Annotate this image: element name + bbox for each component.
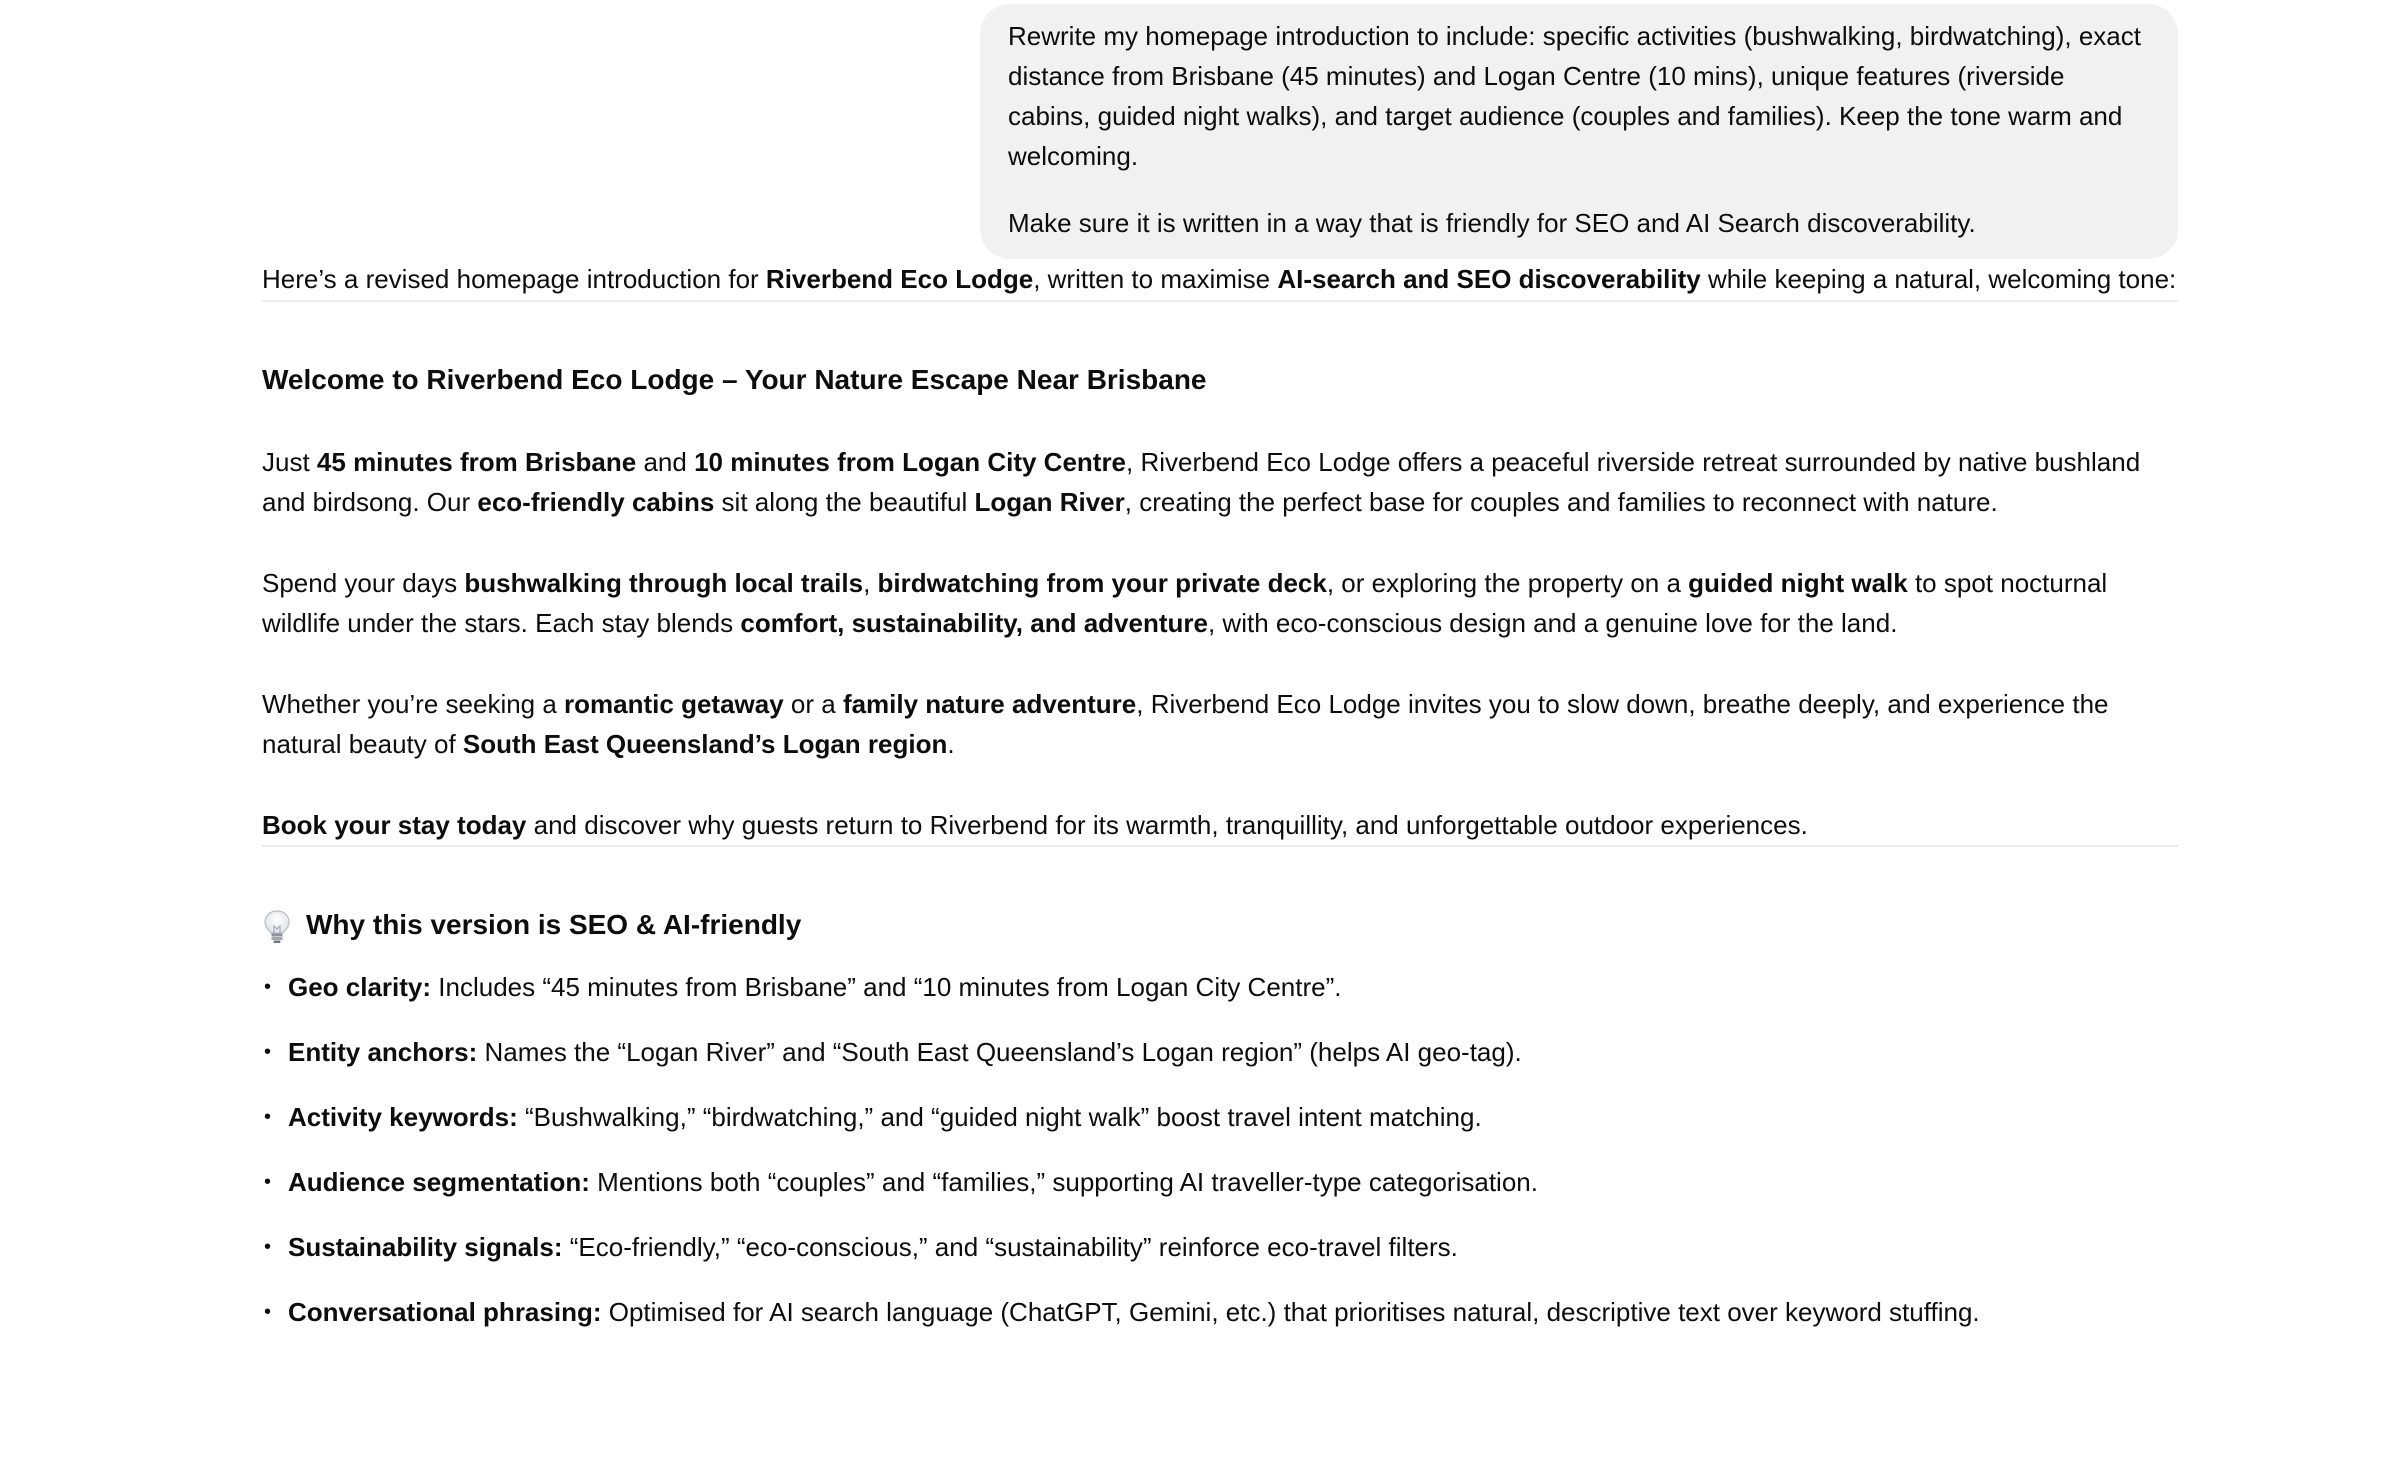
text-run: and discover why guests return to Riverbend for its warmth, tranquillity, and unforgettable outdoor experiences. [526,809,1808,840]
lightbulb-icon [262,905,306,945]
text-run: Whether you’re seeking a [262,688,565,719]
assistant-intro [262,259,2178,300]
divider [262,845,2178,847]
text-run: and [636,446,695,477]
intro-paragraph [262,684,2178,765]
bold-text-run: romantic getaway [564,688,784,719]
list-item-text: Names the “Logan River” and “South East Queensland’s Logan region” (helps AI geo-tag). [477,1037,1522,1067]
list-item [262,1227,2178,1267]
bold-text-run: comfort, sustainability, and adventure [740,608,1208,638]
bold-text-run: Riverbend Eco Lodge [765,264,1034,294]
assistant-message [262,259,2178,1332]
user-message-paragraph: Rewrite my homepage introduction to include: specific activities (bushwalking, birdwatching), exact distance from Brisbane (45 minutes) and Logan Centre (10 mins), unique features (riverside cabins, guided night walks), and target audience (couples and families). Keep the tone warm and welcoming. [1008,21,2141,171]
text-run: Just [262,446,317,477]
intro-paragraph [262,563,2178,644]
list-item [262,1292,2178,1332]
bullet-icon: • [264,1171,272,1193]
bold-text-run: eco-friendly cabins [477,487,715,517]
text-run: Here’s a revised homepage introduction for [262,264,766,294]
list-item [262,1162,2178,1202]
text-run: to spot nocturnal wildlife under the stars. Each stay blends [262,567,2108,638]
welcome-heading: Welcome to Riverbend Eco Lodge – Your Nature Escape Near Brisbane [262,363,1207,395]
text-run: or a [783,688,843,719]
list-item-text: “Eco-friendly,” “eco-conscious,” and “sustainability” reinforce eco-travel filters. [562,1232,1458,1262]
bold-text-run: Book your stay today [262,809,527,840]
bold-text-run: birdwatching from your private deck [877,567,1327,598]
text-run: , written to maximise [1033,264,1278,294]
list-item-label: Conversational phrasing: [288,1297,602,1327]
why-heading [262,905,2178,945]
intro-paragraph [262,805,2178,846]
text-run: Spend your days [262,567,465,598]
bullet-icon: • [264,976,272,998]
text-run: , with eco-conscious design and a genuine love for the land. [1207,608,1898,638]
bold-text-run: guided night walk [1688,567,1908,598]
bold-text-run: AI-search and SEO discoverability [1277,264,1701,294]
divider [262,300,2178,302]
chat-thread [262,0,2178,1357]
text-run: , creating the perfect base for couples and families to reconnect with nature. [1124,487,1998,517]
why-heading-text: Why this version is SEO & AI-friendly [306,909,802,940]
intro-paragraph [262,442,2178,523]
bold-text-run: 10 minutes from Logan City Centre [694,446,1127,477]
list-item-label: Activity keywords: [288,1102,518,1132]
list-item-text: Mentions both “couples” and “families,” supporting AI traveller-type categorisation. [589,1167,1538,1197]
bold-text-run: 45 minutes from Brisbane [316,446,637,477]
text-run: , [863,567,878,598]
user-message-row [262,0,2178,259]
bullet-icon: • [264,1236,272,1258]
list-item [262,1032,2178,1072]
list-item-text: “Bushwalking,” “birdwatching,” and “guided night walk” boost travel intent matching. [517,1102,1482,1132]
list-item-label: Audience segmentation: [288,1167,590,1197]
seo-reasons-list [262,967,2178,1332]
text-run: while keeping a natural, welcoming tone: [1700,264,2177,294]
bold-text-run: South East Queensland’s Logan region [462,729,948,759]
text-run: , or exploring the property on a [1326,567,1689,598]
list-item-label: Geo clarity: [288,972,432,1002]
text-run: , Riverbend Eco Lodge invites you to slow down, breathe deeply, and experience the natural beauty of [262,688,2109,759]
text-run: . [947,729,955,759]
bold-text-run: Logan River [974,487,1125,517]
list-item-text: Optimised for AI search language (ChatGPT, Gemini, etc.) that prioritises natural, descriptive text over keyword stuffing. [601,1297,1980,1327]
bullet-icon: • [264,1301,272,1323]
text-run: , Riverbend Eco Lodge offers a peaceful riverside retreat surrounded by native bushland and birdsong. Our [262,446,2141,517]
list-item [262,1097,2178,1137]
text-run: sit along the beautiful [714,487,975,517]
list-item-text: Includes “45 minutes from Brisbane” and “10 minutes from Logan City Centre”. [431,972,1342,1002]
bold-text-run: bushwalking through local trails [464,567,864,598]
list-item [262,967,2178,1007]
bullet-icon: • [264,1041,272,1063]
list-item-label: Entity anchors: [288,1037,478,1067]
list-item-label: Sustainability signals: [288,1232,563,1262]
user-message-paragraph: Make sure it is written in a way that is friendly for SEO and AI Search discoverability. [1008,208,1976,238]
bullet-icon: • [264,1106,272,1128]
user-message-bubble [980,4,2178,259]
bold-text-run: family nature adventure [842,688,1137,719]
